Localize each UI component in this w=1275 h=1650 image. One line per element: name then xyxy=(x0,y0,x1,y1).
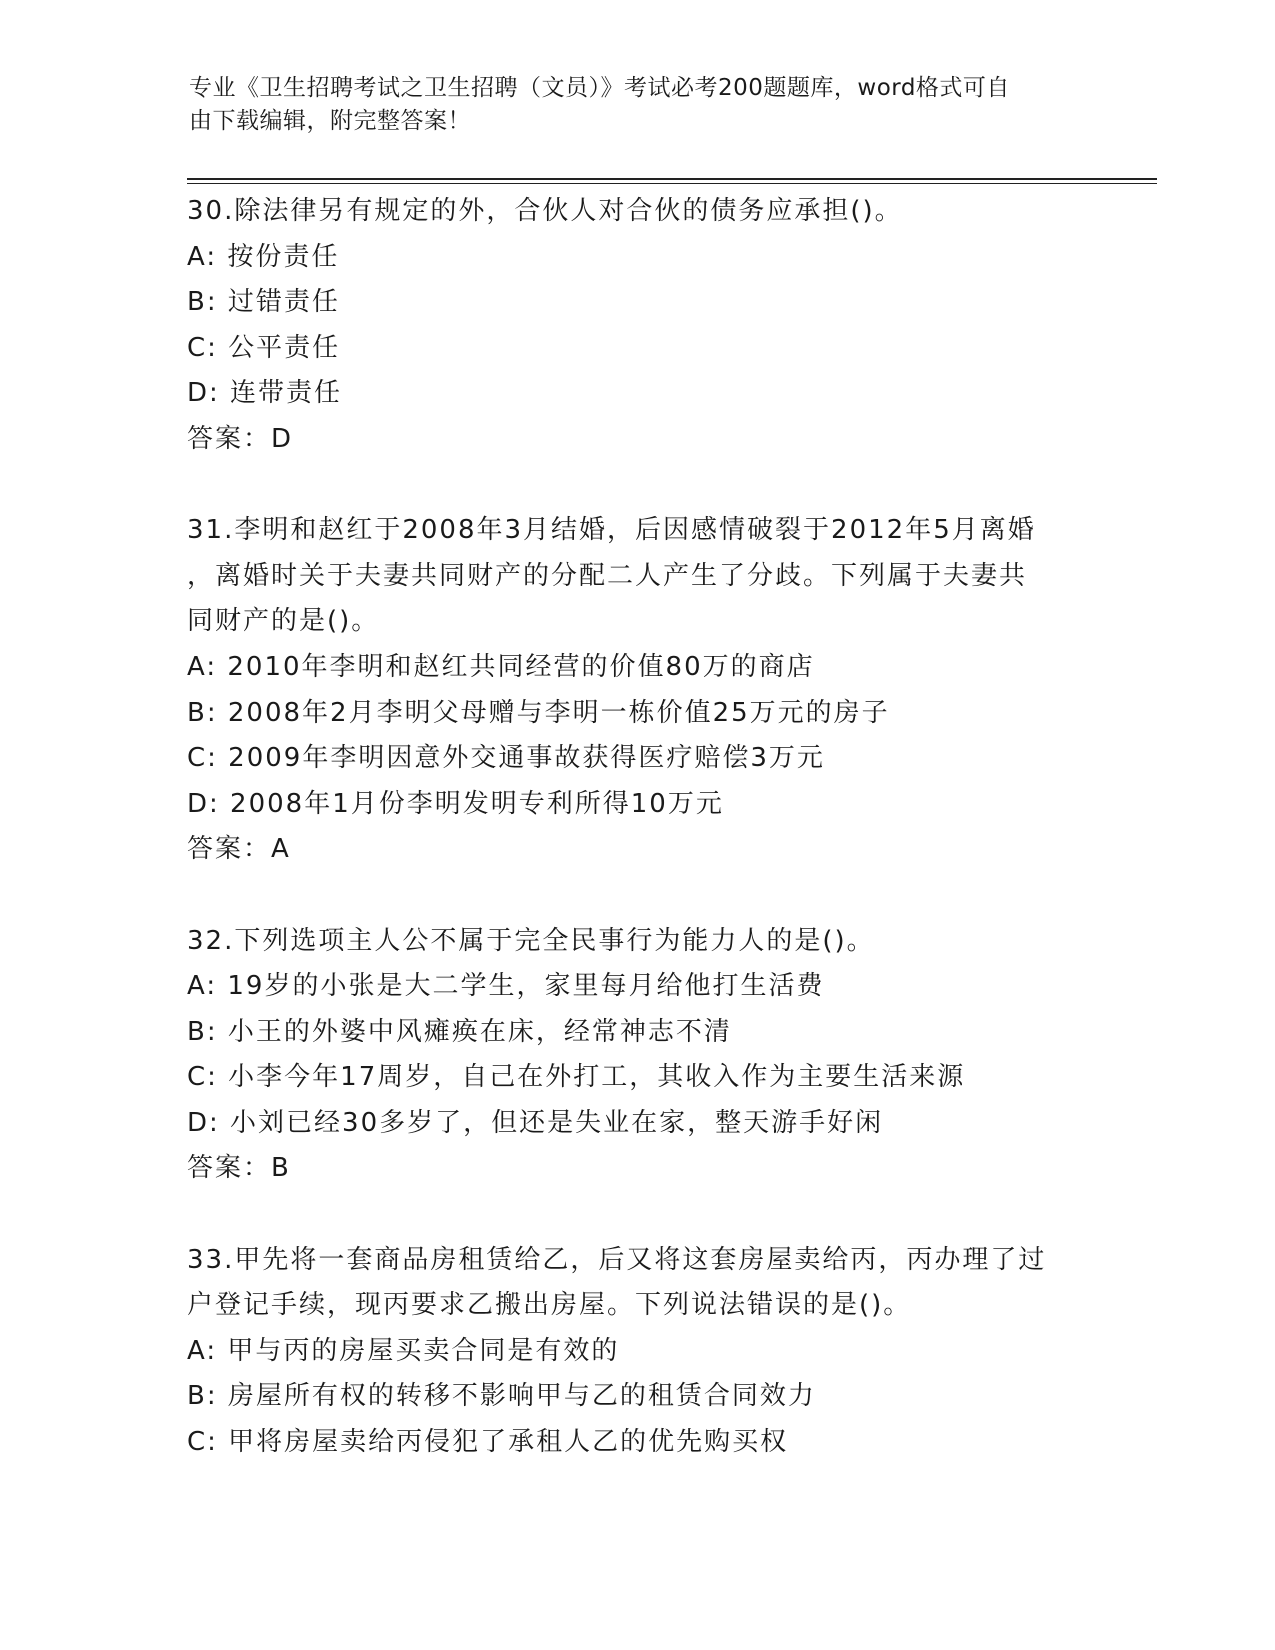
question-gap xyxy=(187,1192,1087,1238)
option-d: D: 小刘已经30多岁了，但还是失业在家，整天游手好闲 xyxy=(187,1107,884,1138)
option-a: A: 2010年李明和赵红共同经营的价值80万的商店 xyxy=(187,651,815,682)
question-30 xyxy=(187,189,1087,463)
option-c: C: 2009年李明因意外交通事故获得医疗赔偿3万元 xyxy=(187,743,825,774)
option-a: A: 按份责任 xyxy=(187,241,340,272)
question-gap xyxy=(187,463,1087,509)
question-text: 33.甲先将一套商品房租赁给乙，后又将这套房屋卖给丙，丙办理了过 xyxy=(187,1244,1047,1275)
question-32 xyxy=(187,919,1087,1193)
option-a: A: 19岁的小张是大二学生，家里每月给他打生活费 xyxy=(187,971,825,1002)
document-header xyxy=(189,72,1089,138)
question-text: 同财产的是()。 xyxy=(187,606,380,637)
option-d: D: 连带责任 xyxy=(187,378,343,409)
option-c: C: 甲将房屋卖给丙侵犯了承租人乙的优先购买权 xyxy=(187,1427,789,1458)
answer-text: 答案：A xyxy=(187,834,291,865)
option-a: A: 甲与丙的房屋买卖合同是有效的 xyxy=(187,1335,620,1366)
question-text: 31.李明和赵红于2008年3月结婚，后因感情破裂于2012年5月离婚 xyxy=(187,515,1036,546)
question-text: 32.下列选项主人公不属于完全民事行为能力人的是()。 xyxy=(187,925,875,956)
question-gap xyxy=(187,873,1087,919)
header-rule-top xyxy=(187,178,1157,180)
option-d: D: 2008年1月份李明发明专利所得10万元 xyxy=(187,788,724,819)
question-text: 户登记手续，现丙要求乙搬出房屋。下列说法错误的是()。 xyxy=(187,1290,912,1321)
answer-text: 答案：B xyxy=(187,1153,291,1184)
question-list xyxy=(187,189,1087,1466)
answer-text: 答案：D xyxy=(187,423,294,454)
header-rule-bottom xyxy=(187,183,1157,184)
question-text: 30.除法律另有规定的外，合伙人对合伙的债务应承担()。 xyxy=(187,196,903,226)
question-31 xyxy=(187,508,1087,873)
option-b: B: 过错责任 xyxy=(187,287,340,318)
option-c: C: 小李今年17周岁，自己在外打工，其收入作为主要生活来源 xyxy=(187,1062,966,1093)
option-c: C: 公平责任 xyxy=(187,332,341,363)
option-b: B: 房屋所有权的转移不影响甲与乙的租赁合同效力 xyxy=(187,1381,816,1412)
header-line-1: 专业《卫生招聘考试之卫生招聘（文员）》考试必考200题题库，word格式可自 xyxy=(189,75,1010,101)
header-line-2: 由下载编辑，附完整答案！ xyxy=(189,108,471,134)
question-33 xyxy=(187,1238,1087,1466)
question-text: ，离婚时关于夫妻共同财产的分配二人产生了分歧。下列属于夫妻共 xyxy=(187,560,1028,591)
option-b: B: 小王的外婆中风瘫痪在床，经常神志不清 xyxy=(187,1016,732,1047)
option-b: B: 2008年2月李明父母赠与李明一栋价值25万元的房子 xyxy=(187,697,890,728)
